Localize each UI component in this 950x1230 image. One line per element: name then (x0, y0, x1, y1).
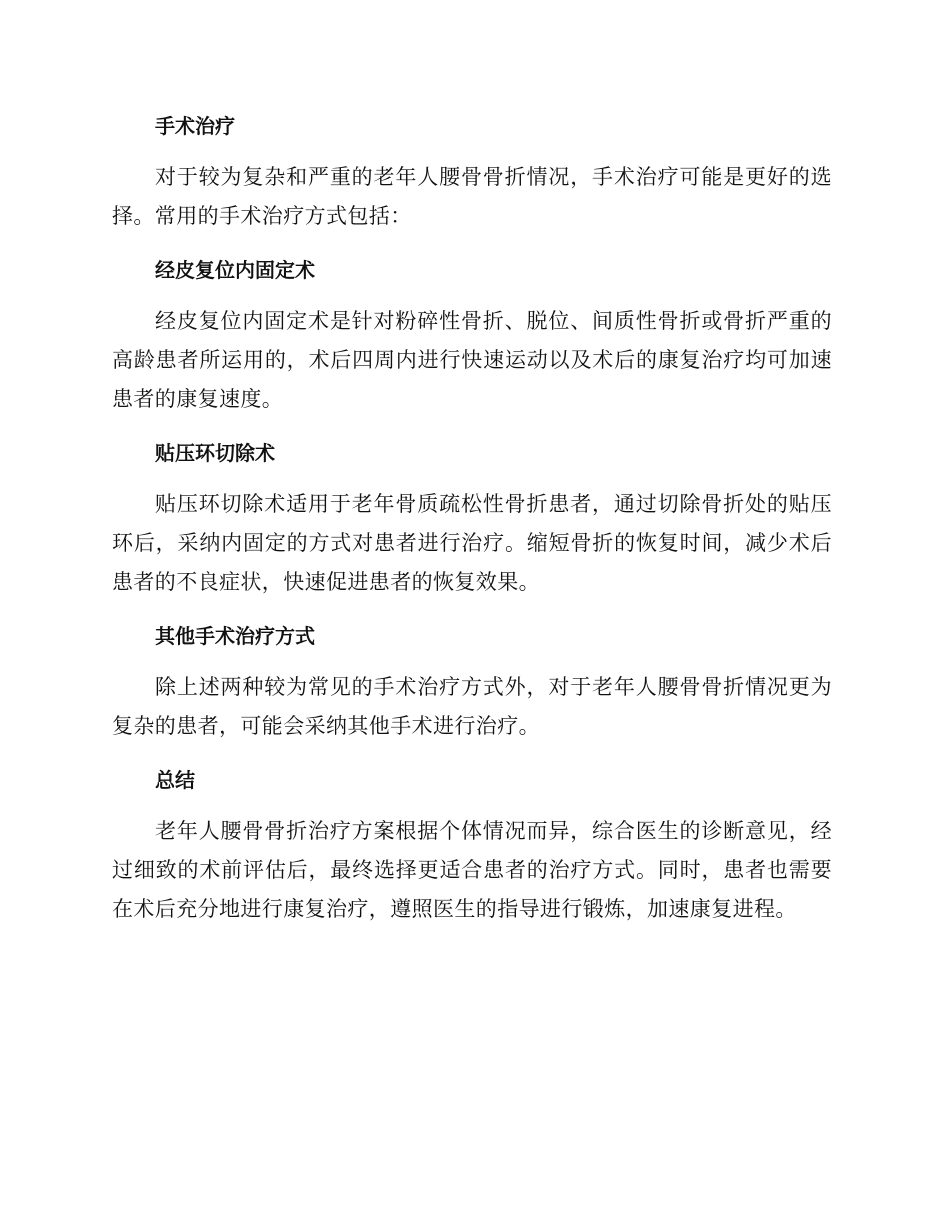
section-paragraph-other-surgery: 除上述两种较为常见的手术治疗方式外，对于老年人腰骨骨折情况更为复杂的患者，可能会采纳其他手术进行治疗。 (112, 675, 832, 738)
section-heading-percutaneous-fixation: 经皮复位内固定术 (155, 258, 315, 282)
section-paragraph-ring-resection: 贴压环切除术适用于老年骨质疏松性骨折患者，通过切除骨折处的贴压环后，采纳内固定的方式对患者进行治疗。缩短骨折的恢复时间，减少术后患者的不良症状，快速促进患者的恢复效果。 (112, 492, 832, 594)
section-paragraph-summary: 老年人腰骨骨折治疗方案根据个体情况而异，综合医生的诊断意见，经过细致的术前评估后，最终选择更适合患者的治疗方式。同时，患者也需要在术后充分地进行康复治疗，遵照医生的指导进行锻炼，加速康复进程。 (112, 819, 832, 921)
section-paragraph-surgery: 对于较为复杂和严重的老年人腰骨骨折情况，手术治疗可能是更好的选择。常用的手术治疗方式包括： (112, 165, 832, 228)
section-heading-surgery: 手术治疗 (155, 114, 235, 138)
section-heading-ring-resection: 贴压环切除术 (155, 441, 275, 465)
document-page (112, 104, 832, 941)
section-heading-other-surgery: 其他手术治疗方式 (155, 624, 315, 648)
section-paragraph-percutaneous-fixation: 经皮复位内固定术是针对粉碎性骨折、脱位、间质性骨折或骨折严重的高龄患者所运用的，术后四周内进行快速运动以及术后的康复治疗均可加速患者的康复速度。 (112, 309, 832, 411)
section-heading-summary: 总结 (155, 768, 195, 792)
